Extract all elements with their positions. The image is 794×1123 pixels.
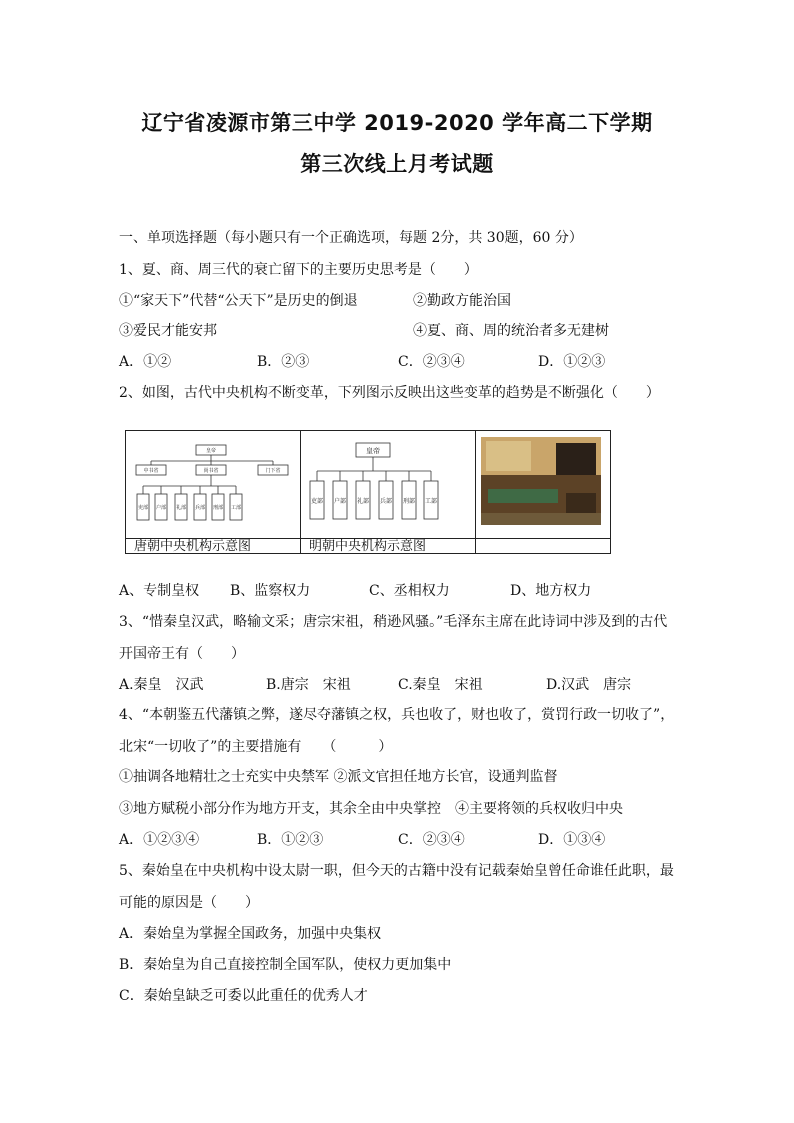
ming-ministry-1: 吏部	[310, 498, 324, 505]
ming-ministry-2: 户部	[333, 498, 347, 505]
q1-statement-4: ④夏、商、周的统治者多无建树	[413, 323, 609, 339]
q2-option-a: A、专制皇权	[119, 583, 200, 599]
q1-statement-1: ①“家天下”代替“公天下”是历史的倒退	[119, 293, 358, 309]
q4-statements-1-2: ①抽调各地精壮之士充实中央禁军 ②派文官担任地方长官，设通判监督	[119, 769, 558, 785]
q4-stem-line-2: 北宋“一切收了”的主要措施有 （ ）	[119, 739, 393, 755]
ming-diagram	[301, 431, 475, 538]
ming-ministry-4: 兵部	[379, 498, 393, 505]
junjichu-photo	[476, 431, 611, 538]
q4-option-d: D．①③④	[538, 832, 606, 848]
q3-stem-line-1: 3、“惜秦皇汉武，略输文采；唐宗宋祖，稍逊风骚。”毛泽东主席在此诗词中涉及到的古代	[119, 614, 668, 630]
q3-stem-line-2: 开国帝王有（ ）	[119, 646, 245, 662]
ming-ministry-3: 礼部	[356, 498, 370, 505]
q2-option-b: B、监察权力	[230, 583, 311, 599]
q5-stem-line-1: 5、秦始皇在中央机构中设太尉一职，但今天的古籍中没有记载秦始皇曾任命谁任此职，最	[119, 863, 674, 879]
q3-option-c: C.秦皇 宋祖	[398, 677, 483, 693]
q3-option-a: A.秦皇 汉武	[119, 677, 204, 693]
q1-stem: 1、夏、商、周三代的衰亡留下的主要历史思考是（ ）	[119, 262, 478, 278]
q1-option-d: D．①②③	[538, 354, 606, 370]
tang-ministry-4: 兵部	[194, 505, 206, 511]
q4-option-a: A．①②③④	[119, 832, 200, 848]
q4-option-c: C．②③④	[398, 832, 465, 848]
tang-org-chart	[126, 431, 300, 538]
tang-ministry-5: 刑部	[212, 505, 224, 511]
q5-option-a: A．秦始皇为掌握全国政务，加强中央集权	[119, 926, 382, 942]
q2-figure	[125, 430, 611, 554]
tang-ministry-3: 礼部	[175, 505, 187, 511]
q2-option-d: D、地方权力	[510, 583, 592, 599]
q1-option-c: C．②③④	[398, 354, 465, 370]
tang-ministry-2: 户部	[155, 505, 167, 511]
title-line-1: 辽宁省凌源市第三中学 2019-2020 学年高二下学期	[141, 111, 653, 135]
title-line-2: 第三次线上月考试题	[300, 152, 494, 176]
ming-org-chart	[301, 431, 475, 538]
q5-option-c: C．秦始皇缺乏可委以此重任的优秀人才	[119, 988, 368, 1004]
q1-option-b: B．②③	[257, 354, 310, 370]
tang-ministry-6: 工部	[230, 505, 242, 511]
q4-stem-line-1: 4、“本朝鉴五代藩镇之弊，遂尽夺藩镇之权，兵也收了，财也收了，赏罚行政一切收了”，	[119, 707, 675, 723]
tang-diagram	[126, 431, 300, 538]
q4-option-b: B．①②③	[257, 832, 324, 848]
ming-emperor-label: 皇帝	[366, 447, 380, 455]
ming-ministry-5: 刑部	[402, 498, 416, 505]
tang-emperor-label: 皇帝	[205, 448, 217, 454]
junjichu-caption	[476, 538, 610, 554]
section-heading: 一、单项选择题（每小题只有一个正确选项，每题 2分，共 30题，60 分）	[119, 230, 583, 246]
tang-ministry-1: 吏部	[137, 505, 149, 511]
q5-option-b: B．秦始皇为自己直接控制全国军队，使权力更加集中	[119, 957, 452, 973]
ming-caption: 明朝中央机构示意图	[301, 538, 475, 554]
tang-caption: 唐朝中央机构示意图	[126, 538, 300, 554]
q5-stem-line-2: 可能的原因是（ ）	[119, 895, 259, 911]
q4-statements-3-4: ③地方赋税小部分作为地方开支，其余全由中央掌控 ④主要将领的兵权收归中央	[119, 801, 623, 817]
q2-option-c: C、丞相权力	[369, 583, 450, 599]
q3-option-b: B.唐宗 宋祖	[266, 677, 351, 693]
q1-option-a: A．①②	[119, 354, 172, 370]
tang-mid-label-2: 尚书省	[203, 468, 219, 474]
q1-statement-2: ②勤政方能治国	[413, 293, 511, 309]
tang-mid-label-3: 门下省	[265, 468, 281, 474]
tang-mid-label-1: 中书省	[143, 468, 159, 474]
ming-ministry-6: 工部	[424, 498, 438, 505]
q1-statement-3: ③爱民才能安邦	[119, 323, 217, 339]
q2-stem: 2、如图，古代中央机构不断变革，下列图示反映出这些变革的趋势是不断强化（ ）	[119, 385, 660, 401]
junjichu-photo-panel	[476, 431, 611, 538]
q3-option-d: D.汉武 唐宗	[546, 677, 632, 693]
